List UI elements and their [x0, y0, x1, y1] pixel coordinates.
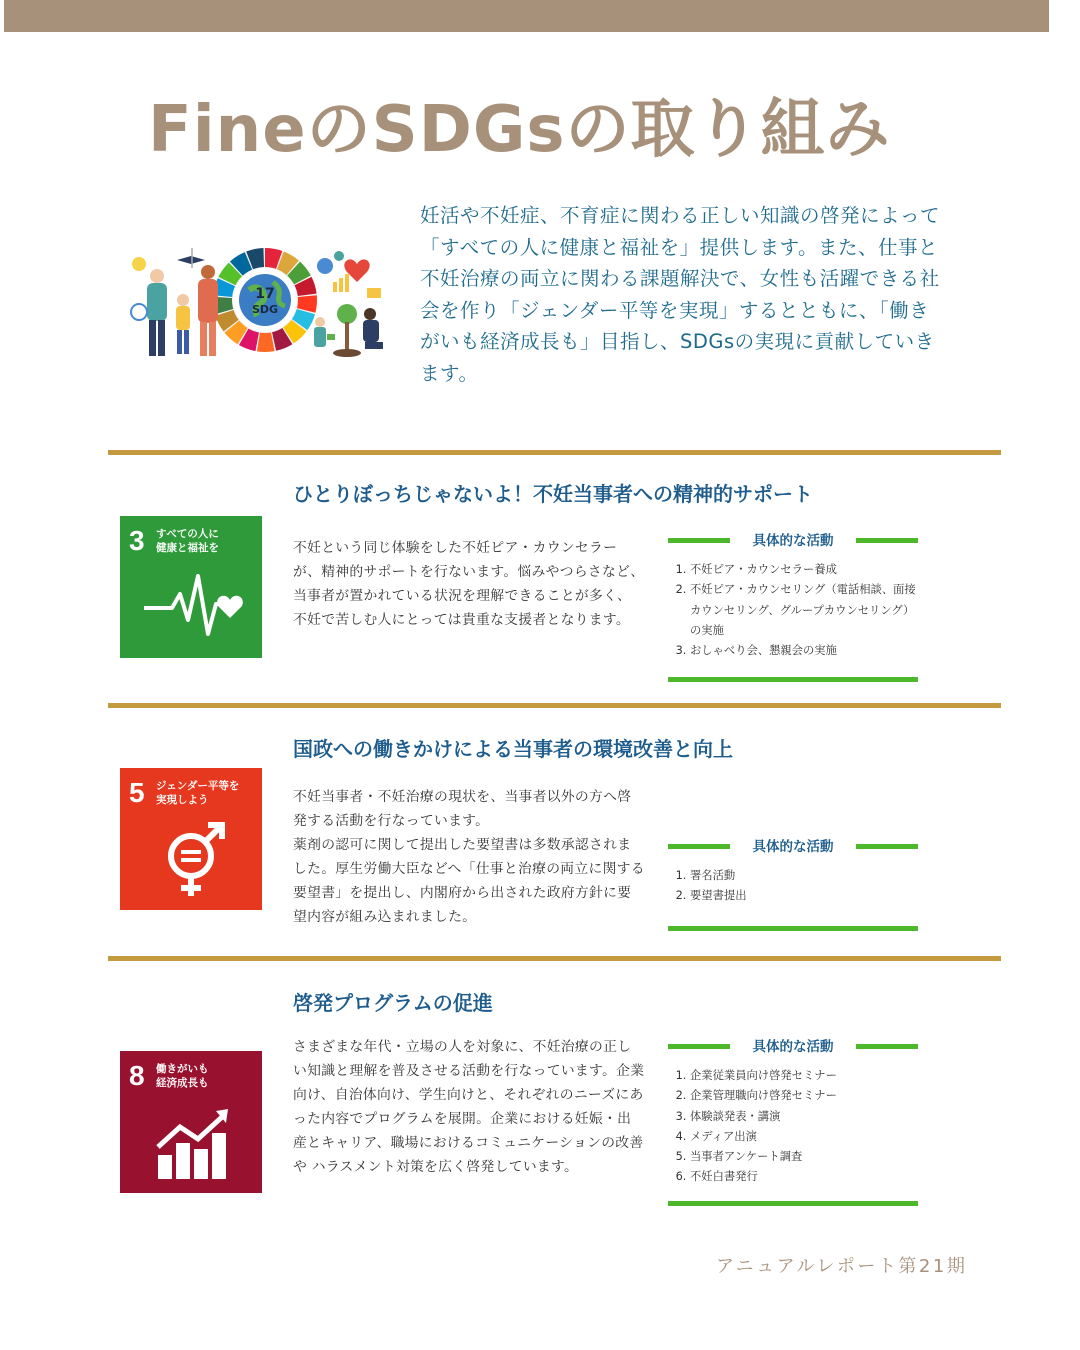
activities-heading: 具体的な活動: [752, 533, 834, 549]
graduation-cap-icon: [177, 256, 205, 264]
section-body: [293, 785, 645, 929]
activities-header: [668, 836, 918, 856]
activity-item: 4. メディア出演: [690, 1127, 918, 1147]
section-body-text: 不妊当事者・不妊治療の現状を、当事者以外の方へ啓発する活動を行なっています。 薬剤の認可に関して提出した要望書は多数承認されました。厚生労働大臣などへ「仕事と治療の両立に関する要望書」を提出し、内閣府から出された政府方針に要望内容が組み込まれました。: [293, 789, 645, 925]
activity-item: 3. 体験談発表・講演: [690, 1107, 918, 1127]
planting-figures: [314, 304, 383, 357]
activities-list: [668, 560, 918, 661]
section-body: [293, 1035, 645, 1179]
gear-small-icon: [334, 251, 344, 261]
section-title: 啓発プログラムの促進: [293, 991, 493, 1015]
growth-chart-icon: [120, 1051, 262, 1193]
hero-badge-label: SDG: [251, 303, 279, 316]
activities-list: [668, 1066, 918, 1188]
heartbeat-icon: [120, 516, 262, 658]
section-body-text: さまざまな年代・立場の人を対象に、不妊治療の正しい知識と理解を普及させる活動を行なっています。企業向け、自治体向け、学生向けと、それぞれのニーズにあった内容でプログラムを展開。企業における妊娠・出産とキャリア、職場におけるコミュニケーションの改善や ハラスメント対策を広く啓発しています。: [293, 1039, 645, 1175]
section-title: 国政への働きかけによる当事者の環境改善と向上: [293, 737, 733, 761]
activity-item: 3. おしゃべり会、懇親会の実施: [690, 641, 918, 661]
gender-equality-icon: [120, 768, 262, 910]
activity-item: 6. 不妊白書発行: [690, 1167, 918, 1187]
sdg-label: 働きがいも 経済成長も: [156, 1063, 209, 1089]
sdg-number: 3: [129, 525, 145, 556]
activity-item: 1. 署名活動: [690, 866, 918, 886]
lightbulb-icon: [132, 257, 146, 271]
page-title: FineのSDGsの取り組み: [148, 93, 891, 167]
activities-list: [668, 866, 918, 907]
family-figures: [147, 265, 218, 356]
sdg-number: 8: [129, 1060, 145, 1091]
puzzle-icon: [367, 288, 381, 298]
section-divider: [108, 956, 1001, 961]
activities-heading: 具体的な活動: [752, 839, 834, 855]
activities-header: [668, 1036, 918, 1056]
activities-box: [668, 836, 918, 907]
activity-item: 1. 不妊ピア・カウンセラー養成: [690, 560, 918, 580]
sdg-goal-5-badge: [120, 768, 262, 910]
top-banner-bar: [4, 0, 1049, 32]
activities-header: [668, 530, 918, 550]
intro-paragraph: [420, 200, 945, 389]
activities-box: [668, 530, 918, 661]
activities-heading: 具体的な活動: [752, 1039, 834, 1055]
activities-bottom-line: [668, 926, 918, 931]
hero-badge-number: 17: [255, 286, 275, 302]
activity-item: 5. 当事者アンケート調査: [690, 1147, 918, 1167]
footer-label: アニュアルレポート第21期: [716, 1256, 968, 1277]
intro-text: 妊活や不妊症、不育症に関わる正しい知識の啓発によって「すべての人に健康と福祉を」提供します。また、仕事と不妊治療の両立に関わる課題解決で、女性も活躍できる社会を作り「ジェンダー平等を実現」するとともに、「働きがいも経済成長も」目指し、SDGsの実現に貢献していきます。: [420, 204, 941, 385]
activity-item: 2. 要望書提出: [690, 886, 918, 906]
globe-icon: [131, 304, 147, 320]
sdg-goal-8-badge: [120, 1051, 262, 1193]
section-divider: [108, 703, 1001, 708]
activity-item: 2. 企業管理職向け啓発セミナー: [690, 1086, 918, 1106]
activity-item: 2. 不妊ピア・カウンセリング（電話相談、面接カウンセリング、グループカウンセリング）の実施: [690, 580, 918, 641]
sdg-number: 5: [129, 777, 145, 808]
sdg-goal-3-badge: [120, 516, 262, 658]
activity-item: 1. 企業従業員向け啓発セミナー: [690, 1066, 918, 1086]
activities-bottom-line: [668, 1201, 918, 1206]
sdg-illustration: [125, 238, 405, 363]
activities-box: [668, 1036, 918, 1188]
sdg-label: ジェンダー平等を 実現しよう: [156, 780, 240, 806]
section-body-text: 不妊という同じ体験をした不妊ピア・カウンセラーが、精神的サポートを行ないます。悩みやつらさなど、当事者が置かれている状況を理解できることが多く、 不妊で苦しむ人にとっては貴重な支援者となります。: [293, 540, 645, 628]
activities-bottom-line: [668, 677, 918, 682]
section-body: [293, 536, 645, 632]
section-title: ひとりぼっちじゃないよ！不妊当事者への精神的サポート: [293, 482, 813, 506]
sdg-label: すべての人に 健康と福祉を: [156, 528, 219, 554]
gear-icon: [317, 258, 333, 274]
section-divider: [108, 450, 1001, 455]
